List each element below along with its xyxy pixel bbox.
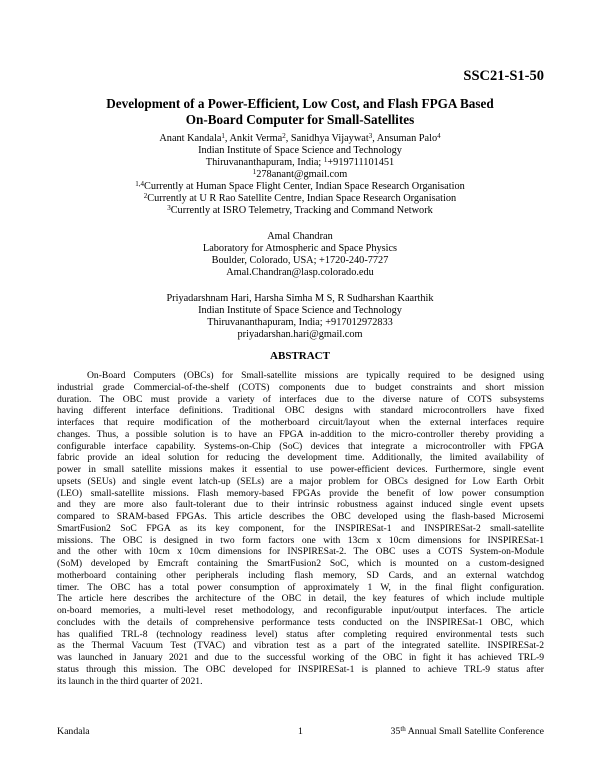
paper-id: SSC21-S1-50 xyxy=(463,68,544,84)
institution: Laboratory for Atmospheric and Space Physics xyxy=(202,243,398,254)
abstract-line: On-Board Computers (OBCs) for Small-satellite missions are typically required to be designed using xyxy=(87,370,544,381)
abstract-line: concludes with the details of comprehensive performance tests conducted on the INSPIRESat-1 OBC, which xyxy=(57,616,544,628)
title-line: Development of a Power-Efficient, Low Cost, and Flash FPGA Based xyxy=(106,96,494,111)
abstract-line: upsets (SEUs) and single event latch-up (SELs) are a major problem for OBCs designed for Low Earth Orbit xyxy=(57,475,544,487)
current-affiliation: $^3$Currently at ISRO Telemetry, Tracking and Command Network xyxy=(167,204,433,216)
abstract-line: its launch in the third quarter of 2021. xyxy=(57,675,203,687)
author-group-1 xyxy=(60,133,540,217)
address: Thiruvananthapuram, India; $^1$+919711101451 xyxy=(205,156,395,168)
abstract-line: fabric provide an ideal solution for reducing the development time. Additionally, the limited availability of xyxy=(57,452,544,464)
abstract-line: (SoM) developed by Emcraft containing the SmartFusion2 SoC, which is mounted on a custom-designed xyxy=(57,558,544,569)
abstract-line: and they are more also fault-tolerant due to their intrinsic robustness against induced single event upsets xyxy=(57,499,544,511)
abstract-line: The article here describes the architecture of the OBC in detail, the key features of which include multiple xyxy=(57,593,544,605)
address: Boulder, Colorado, USA; +1720-240-7727 xyxy=(211,255,389,266)
abstract-line: changes. Thus, a possible solution is to have an FPGA in-addition to the micro-controller thereby providing a xyxy=(57,428,544,440)
current-affiliation: $^2$Currently at U R Rao Satellite Centre, Indian Space Research Organisation xyxy=(143,192,457,204)
author-names: Anant Kandala$^1$, Ankit Verma$^2$, Sanidhya Vijaywat$^3$, Ansuman Palo$^4$ xyxy=(159,132,441,144)
abstract-line: compared to SRAM-based FPGAs. This article describes the OBC developed using the flash-based Microsemi xyxy=(57,511,544,522)
author-group-3 xyxy=(60,293,540,341)
abstract-line: was launched in January 2021 and due to the successful working of the OBC in fight it has achieved TRL-9 xyxy=(57,652,544,663)
title-line: On-Board Computer for Small-Satellites xyxy=(185,112,415,127)
abstract-body xyxy=(57,370,544,687)
abstract-line: timer. The OBC has a total power consumption of approximately 1 W, in the final flight configuration. xyxy=(57,581,544,593)
abstract-line: as the Thermal Vacuum Test (TVAC) and vibration test as a part of the integrated satellite. INSPIRESat-2 xyxy=(57,640,544,652)
email: priyadarshan.hari@gmail.com xyxy=(237,329,363,340)
paper-title xyxy=(60,96,540,128)
abstract-line: having different interface definitions. Traditional OBC designs with standard microcontrollers have fixed xyxy=(57,405,544,417)
abstract-line: (LEO) small-satellite missions. Flash memory-based FPGAs provide the benefit of low power consumption xyxy=(57,487,544,499)
abstract-line: interfaces that require modification of the motherboard circuit/layout when the external interfaces require xyxy=(57,417,544,428)
abstract-line: configurable interface capability. Systems-on-Chip (SoC) devices that integrate a microcontroller with FPGA xyxy=(57,440,544,452)
author-names: Priyadarshnam Hari, Harsha Simha M S, R Sudharshan Kaarthik xyxy=(166,293,434,304)
abstract-line: status through this mission. The OBC developed for INSPIRESat-1 is planned to achieve TRL-9 status after xyxy=(57,663,544,675)
abstract-line: and the other with 10cm x 10cm dimensions for INSPIRESat-2. The OBC uses a COTS System-on-Module xyxy=(57,546,544,558)
page-number: 1 xyxy=(298,726,303,737)
abstract-line: power in small satellite missions makes it essential to use power-efficient devices. Furthermore, single event xyxy=(57,464,544,475)
institution: Indian Institute of Space Science and Technology xyxy=(198,145,402,156)
address: Thiruvananthapuram, India; +917012972833 xyxy=(207,317,393,328)
abstract-heading: ABSTRACT xyxy=(270,350,330,362)
email: Amal.Chandran@lasp.colorado.edu xyxy=(226,267,374,278)
abstract-line: missions. The OBC is designed in two form factors one with 13cm x 10cm dimensions for INSPIRESat-1 xyxy=(57,534,544,546)
current-affiliation: $^{1,4}$Currently at Human Space Flight Center, Indian Space Research Organisation xyxy=(135,180,465,192)
email: $^1$278anant@gmail.com xyxy=(252,168,348,180)
author-names: Amal Chandran xyxy=(267,231,333,242)
abstract-line: on-board memories, a multi-level reset methodology, and reconfigurable input/output interfaces. The article xyxy=(57,605,544,616)
abstract-line: duration. The OBC must provide a variety of interfaces due to the diverse nature of COTS subsystems xyxy=(57,393,544,405)
abstract-line: industrial grade Commercial-of-the-shelf (COTS) components due to budget constraints and short mission xyxy=(57,381,544,393)
abstract-line: SmartFusion2 SoC FPGA as its key component, for the INSPIRESat-1 and INSPIRESat-2 small-satellite xyxy=(57,522,544,534)
institution: Indian Institute of Space Science and Technology xyxy=(198,305,402,316)
abstract-line: has qualified TRL-8 (technology readiness level) status after completing required environmental tests such xyxy=(57,628,544,640)
footer-author: Kandala xyxy=(57,726,90,737)
conference-name: 35th Annual Small Satellite Conference xyxy=(390,725,544,737)
abstract-line: motherboard containing other peripherals including flash memory, SD Cards, and an external watchdog xyxy=(57,569,544,581)
author-group-2 xyxy=(60,231,540,279)
